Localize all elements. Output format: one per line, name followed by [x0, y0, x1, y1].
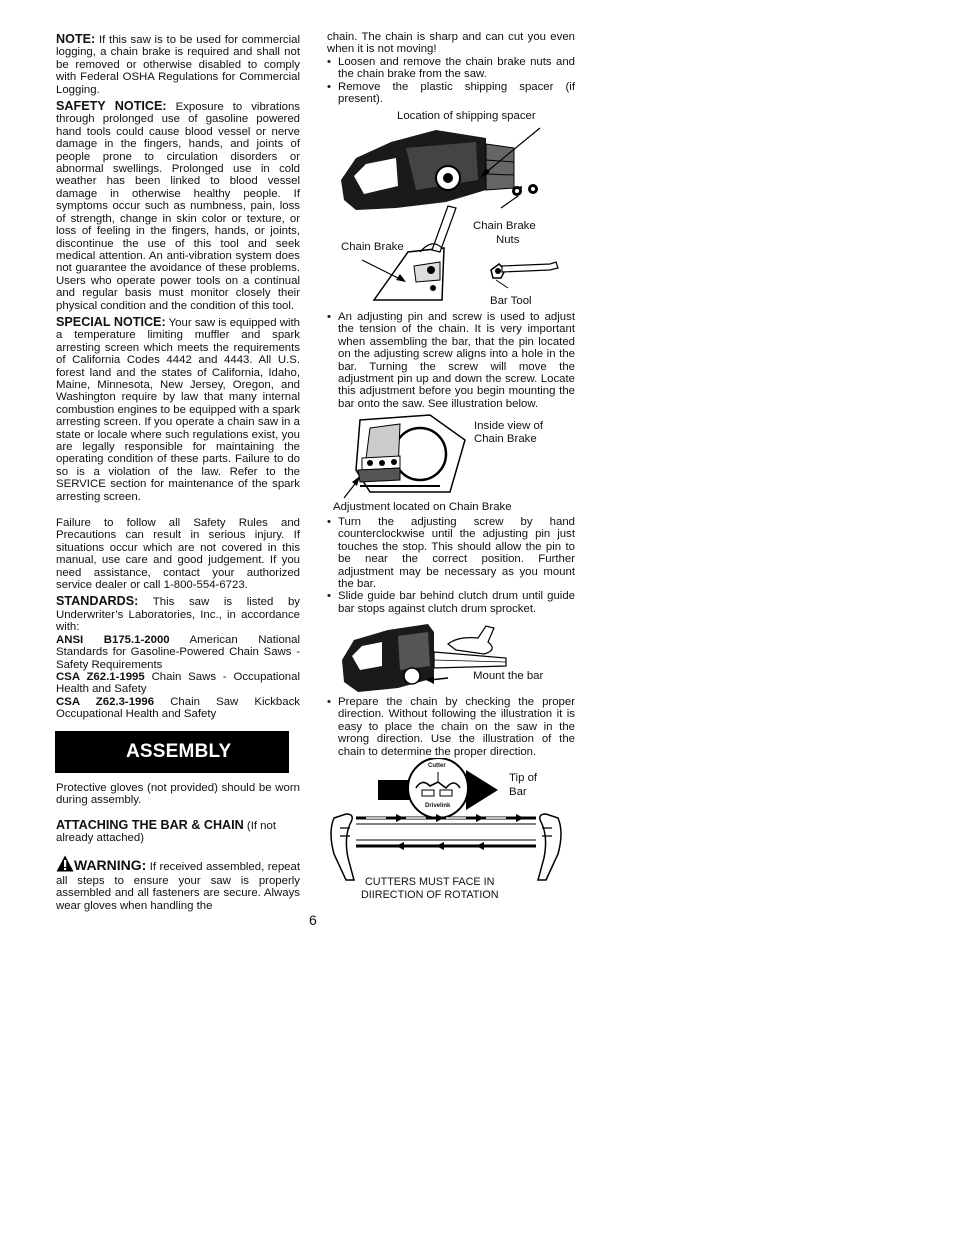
tip-of-bar-caption-line1: Tip of	[509, 772, 538, 784]
attach-note: (If not already attached)	[56, 819, 277, 845]
page-number: 6	[309, 912, 317, 928]
chain-brake-removal-illustration	[336, 120, 576, 305]
safety-notice-label: SAFETY NOTICE:	[56, 99, 167, 114]
inside-view-caption-line2: Chain Brake	[474, 433, 537, 445]
chain-brake-nuts-caption-line2: Nuts	[496, 234, 520, 246]
right-column-adjusting	[327, 311, 575, 410]
tip-of-bar-caption-line2: Bar	[509, 786, 527, 798]
safety-notice-text: Exposure to vibrations through prolonged use of gasoline powered hand tools could cause blood vessel or nerve damage in the fingers, hands, and joints of people prone to circulation disorders or abnormal swellings. Prolonged use in cold weather has been linked to blood vessel damage in otherwise healthy people. If symptoms occur such as numbness, pain, loss of strength, change in skin color or texture, or loss of feeling in the fingers, hands, or joints, discontinue the use of this tool and seek medical attention. An anti-vibration system does not guarantee the avoidance of these problems. Users who operate power tools on a continual and regular basis must monitor closely their physical condition and the condition of this tool.	[56, 101, 300, 312]
bullet-list-3	[327, 516, 575, 615]
adjustment-caption: Adjustment located on Chain Brake	[333, 501, 512, 513]
list-item: • Loosen and remove the chain brake nuts and the chain brake from the saw.	[327, 56, 575, 81]
attach-label: ATTACHING THE BAR & CHAIN	[56, 817, 244, 832]
inside-view-caption-line1: Inside view of	[474, 420, 544, 432]
list-item: • Slide guide bar behind clutch drum until guide bar stops against clutch drum sprocket.	[327, 590, 575, 615]
list-item: • Prepare the chain by checking the proper direction. Without following the illustration it is easy to place the chain on the saw in the wrong direction. Use the illustration of the chain to determine the proper direction.	[327, 696, 575, 758]
inside-chain-brake-illustration	[340, 410, 470, 502]
mount-bar-caption: Mount the bar	[473, 670, 544, 682]
special-notice-text: Your saw is equipped with a temperature limiting muffler and spark arresting screen which meets the requirements of California Codes 4442 and 4443. All U.S. forest land and the states of California, Idaho, Maine, Minnesota, New Jersey, Oregon, and Washington require by law that many internal combustion engines to be equipped with a spark arresting screen. If you operate a chain saw in a state or locale where such regulations exist, you are legally responsible for maintaining the operating condition of these parts. Failure to do so is a violation of the law. Refer to the SERVICE section for maintenance of the spark arresting screen.	[56, 316, 301, 503]
warning-paragraph	[56, 855, 300, 913]
note-text: If this saw is to be used for commercial logging, a chain brake is required and shall not be removed or otherwise disabled to comply with Federal OSHA Regulations for Commercial Logging.	[56, 34, 300, 96]
list-item: • Remove the plastic shipping spacer (if present).	[327, 81, 575, 106]
attach-heading	[56, 819, 300, 845]
right-column-turn-slide	[327, 516, 575, 615]
ansi-standard	[56, 634, 300, 671]
csa2-label: CSA Z62.3-1996	[56, 695, 155, 708]
bullet-list-2	[327, 311, 575, 410]
gloves-paragraph: Protective gloves (not provided) should be worn during assembly.	[56, 782, 300, 807]
csa1-text: Chain Saws - Occupational Health and Safety	[56, 670, 300, 696]
right-column-prepare-chain	[327, 696, 575, 758]
note-label: NOTE:	[56, 32, 96, 46]
failure-paragraph: Failure to follow all Safety Rules and Precautions can result in serious injury. If situations occur which are not covered in this manual, use care and good judgement. If you need assistance, contact your authorized service dealer or call 1-800-554-6723.	[56, 517, 300, 592]
safety-notice-paragraph	[56, 100, 300, 312]
csa2-standard	[56, 696, 300, 721]
standards-label: STANDARDS:	[56, 594, 139, 609]
warning-triangle-icon	[56, 855, 74, 875]
cutter-label: Cutter	[428, 763, 446, 769]
standards-paragraph	[56, 595, 300, 633]
drivelink-label: Drivelink	[425, 803, 451, 809]
special-notice-paragraph	[56, 316, 300, 503]
right-column-top	[327, 31, 575, 105]
shipping-spacer-caption: Location of shipping spacer	[397, 110, 536, 122]
ansi-label: ANSI B175.1-2000	[56, 633, 170, 646]
bullet-list-4	[327, 696, 575, 758]
warning-text: If received assembled, repeat all steps to ensure your saw is properly assembled and all fasteners are secure. Always wear gloves when handling the	[56, 860, 300, 912]
csa1-standard	[56, 671, 300, 696]
left-column	[56, 33, 300, 725]
cutters-caption-line1: CUTTERS MUST FACE IN	[365, 876, 495, 888]
cutters-caption-line2: DIIRECTION OF ROTATION	[361, 889, 499, 901]
bullet-list-1	[327, 56, 575, 106]
special-notice-label: SPECIAL NOTICE:	[56, 314, 166, 329]
list-item: • An adjusting pin and screw is used to adjust the tension of the chain. It is very important when assembling the bar, that the pin located on the adjusting screw aligns into a hole in the bar. Turning the screw will move the adjustment pin up and down the screw. Locate this adjustment before you begin mounting the bar onto the saw. See illustration below.	[327, 311, 575, 410]
note-paragraph	[56, 33, 300, 96]
bar-tool-caption: Bar Tool	[490, 295, 532, 307]
chain-brake-caption: Chain Brake	[341, 241, 404, 253]
csa2-text: Chain Saw Kickback Occupational Health and Safety	[56, 695, 300, 721]
assembly-banner: ASSEMBLY	[55, 731, 289, 773]
csa1-label: CSA Z62.1-1995	[56, 670, 145, 683]
continued-text: chain. The chain is sharp and can cut you even when it is not moving!	[327, 31, 575, 56]
chain-brake-nuts-caption-line1: Chain Brake	[473, 220, 536, 232]
standards-text: This saw is listed by Underwriter’s Laboratories, Inc., in accordance with:	[56, 596, 300, 634]
warning-label: WARNING:	[74, 856, 147, 873]
left-column-lower	[56, 782, 300, 916]
ansi-text: American National Standards for Gasoline-Powered Chain Saws - Safety Requirements	[56, 633, 300, 671]
mount-bar-illustration	[338, 620, 508, 695]
list-item: • Turn the adjusting screw by hand counterclockwise until the adjusting pin just touches the stop. This should allow the pin to be near the correct position. Further adjustment may be necessary as you mount the bar.	[327, 516, 575, 590]
